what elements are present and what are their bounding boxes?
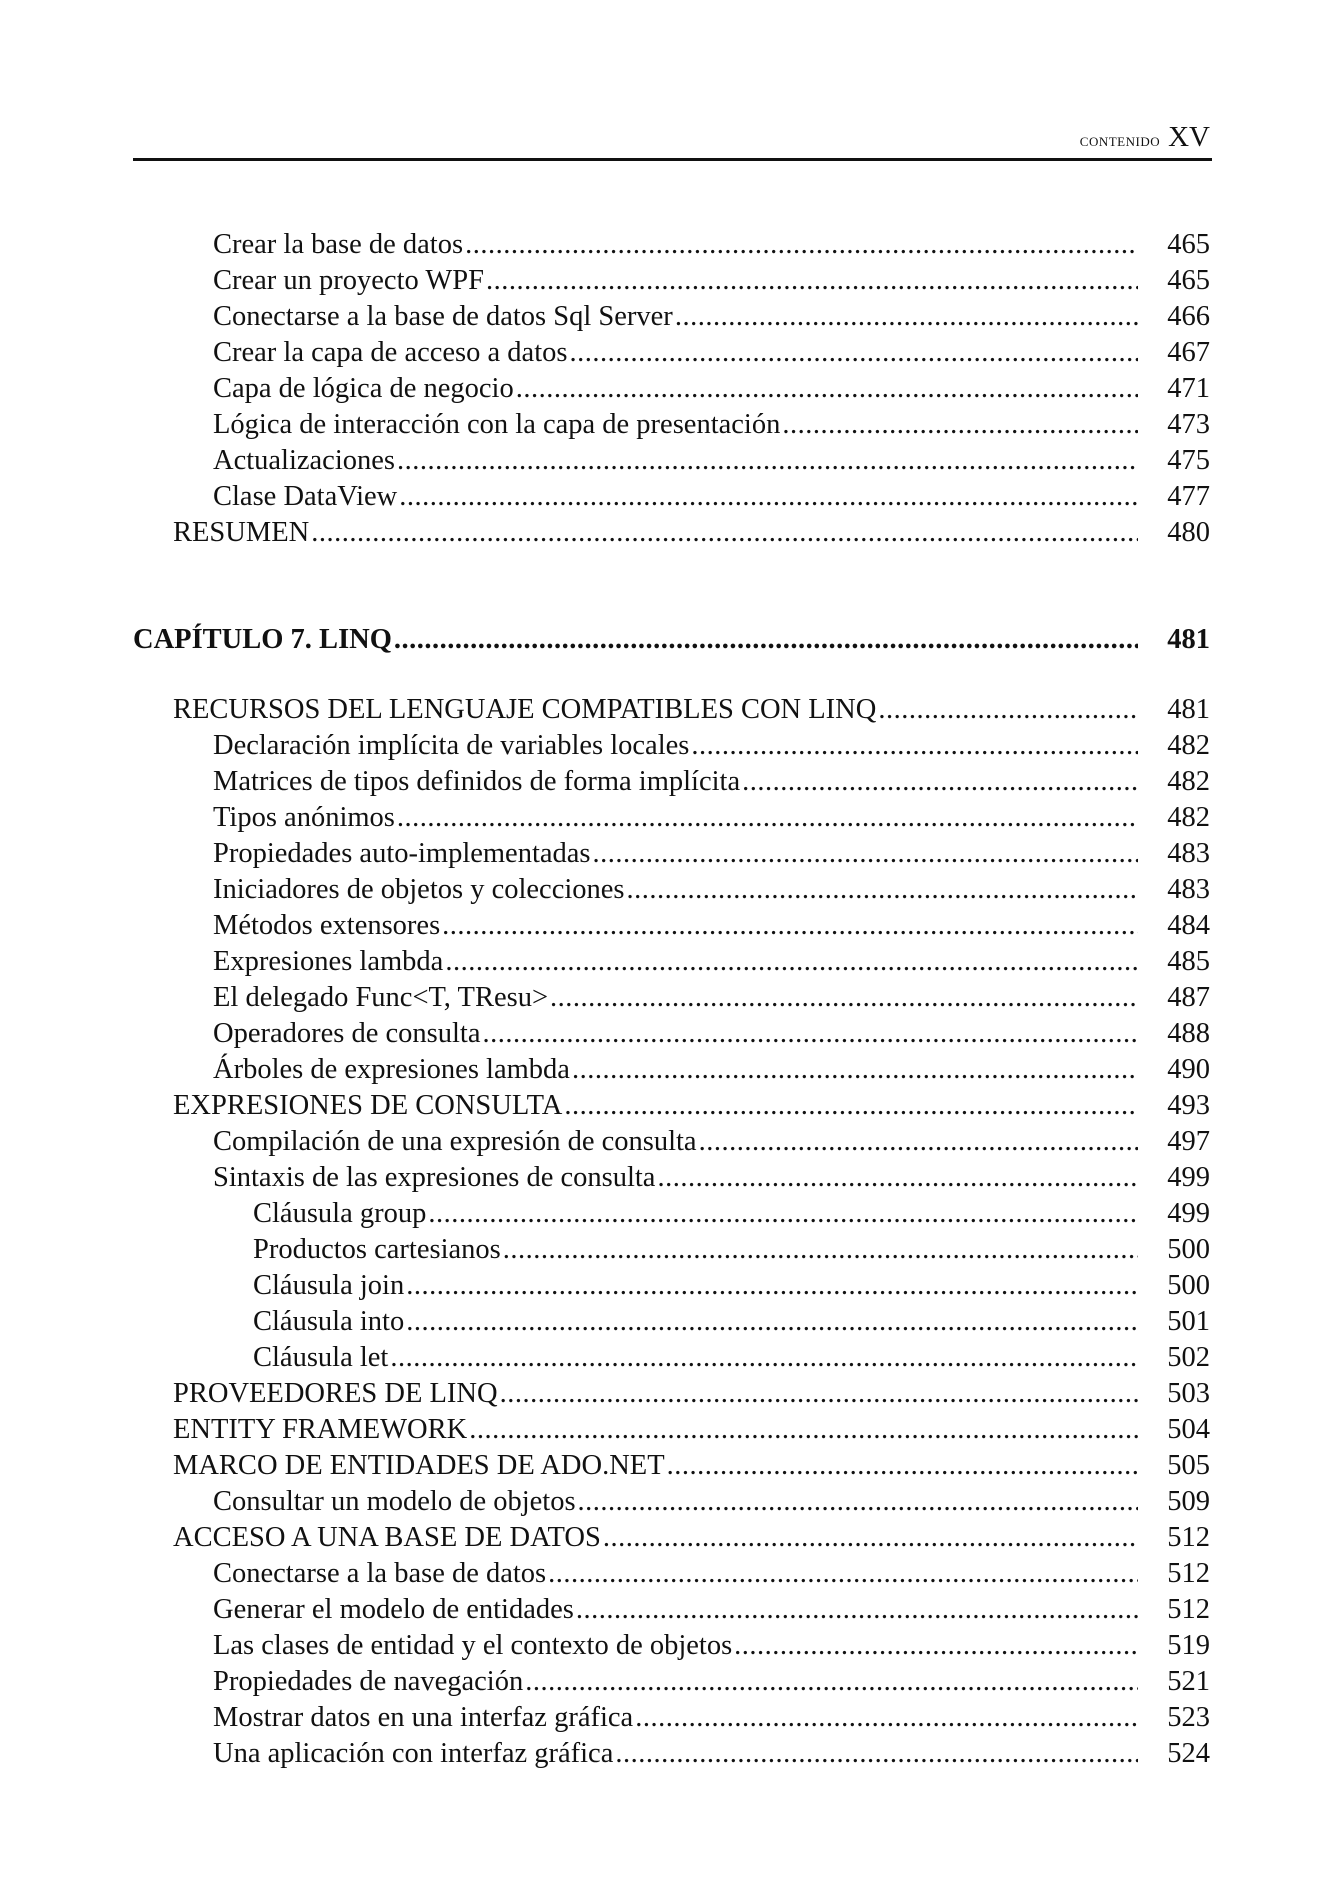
toc-entry-title: Lógica de interacción con la capa de presentación [213, 409, 781, 440]
dot-leader [516, 371, 1138, 407]
toc-entry-page: 475 [1167, 445, 1210, 476]
toc-entry [133, 1448, 1212, 1484]
toc-entry-title: Sintaxis de las expresiones de consulta [213, 1162, 656, 1193]
dot-leader [469, 1412, 1138, 1448]
dot-leader [548, 1556, 1138, 1592]
toc-entry-page: 503 [1167, 1378, 1210, 1409]
toc-entry-title: Matrices de tipos definidos de forma implícita [213, 766, 741, 797]
toc-entry-page: 488 [1167, 1018, 1210, 1049]
dot-leader [397, 443, 1138, 479]
toc-entry [133, 1304, 1212, 1340]
toc-entry-page: 504 [1167, 1414, 1210, 1445]
dot-leader [734, 1628, 1138, 1664]
toc-entry-title: Crear la capa de acceso a datos [213, 337, 568, 368]
toc-entry-page: 505 [1167, 1450, 1210, 1481]
toc-entry [133, 1340, 1212, 1376]
toc-entry [133, 764, 1212, 800]
dot-leader [397, 800, 1138, 836]
toc-entry-title: Propiedades de navegación [213, 1666, 524, 1697]
toc-entry-page: 500 [1167, 1270, 1210, 1301]
toc-entry-page: 490 [1167, 1054, 1210, 1085]
toc-entry-page: 471 [1167, 373, 1210, 404]
toc-entry [133, 1700, 1212, 1736]
toc-entry [133, 1412, 1212, 1448]
toc-entry-page: 509 [1167, 1486, 1210, 1517]
dot-leader [627, 872, 1138, 908]
toc-entry-page: 477 [1167, 481, 1210, 512]
dot-leader [445, 944, 1138, 980]
toc-entry-title: EXPRESIONES DE CONSULTA [173, 1090, 563, 1121]
toc-entry-title: Crear la base de datos [213, 229, 464, 260]
toc-entry [133, 1736, 1212, 1772]
dot-leader [465, 227, 1138, 263]
toc-entry-title: Cláusula let [253, 1342, 389, 1373]
toc-entry-title: RESUMEN [173, 517, 310, 548]
toc-entry [133, 692, 1212, 728]
toc-entry-page: 467 [1167, 337, 1210, 368]
toc-entry-page: 465 [1167, 265, 1210, 296]
dot-leader [603, 1520, 1138, 1556]
toc-entry-title: Compilación de una expresión de consulta [213, 1126, 697, 1157]
toc-entry-page: 484 [1167, 910, 1210, 941]
toc-entry-title: Las clases de entidad y el contexto de objetos [213, 1630, 733, 1661]
dot-leader [550, 980, 1138, 1016]
header-page-number: XV [1168, 121, 1210, 153]
toc-entry-page: 482 [1167, 730, 1210, 761]
toc-entry-page: 480 [1167, 517, 1210, 548]
dot-leader [878, 692, 1138, 728]
toc-entry-title: Métodos extensores [213, 910, 441, 941]
toc-entry [133, 728, 1212, 764]
dot-leader [311, 515, 1138, 551]
toc-entry [133, 479, 1212, 515]
toc-entry [133, 1520, 1212, 1556]
header-section-label: contenido [1079, 130, 1161, 151]
toc-entry [133, 335, 1212, 371]
toc-entry-page: 497 [1167, 1126, 1210, 1157]
dot-leader [593, 836, 1138, 872]
dot-leader [667, 1448, 1138, 1484]
toc-entry-page: 481 [1167, 694, 1210, 725]
toc-entry [133, 800, 1212, 836]
toc-entry-page: 524 [1167, 1738, 1210, 1769]
toc-entry-page: 485 [1167, 946, 1210, 977]
toc-entry [133, 872, 1212, 908]
dot-leader [569, 335, 1138, 371]
dot-leader [742, 764, 1138, 800]
toc-entry-title: Una aplicación con interfaz gráfica [213, 1738, 614, 1769]
toc-entry-title: Expresiones lambda [213, 946, 444, 977]
dot-leader [635, 1700, 1138, 1736]
dot-leader [578, 1484, 1138, 1520]
toc-entry-title: RECURSOS DEL LENGUAJE COMPATIBLES CON LINQ [173, 694, 877, 725]
toc-entry-page: 521 [1167, 1666, 1210, 1697]
toc-entry-page: 519 [1167, 1630, 1210, 1661]
toc-entry [133, 836, 1212, 872]
toc-entry-page: 465 [1167, 229, 1210, 260]
dot-leader [576, 1592, 1138, 1628]
header-text [1080, 121, 1210, 154]
toc-entry-title: Cláusula group [253, 1198, 427, 1229]
dot-leader [394, 622, 1138, 658]
toc-chapter-heading [133, 622, 1212, 658]
dot-leader [564, 1088, 1138, 1124]
toc-entry-title: Conectarse a la base de datos [213, 1558, 547, 1589]
toc-entry-page: 512 [1167, 1594, 1210, 1625]
dot-leader [428, 1196, 1138, 1232]
toc-entry [133, 1376, 1212, 1412]
dot-leader [406, 1304, 1138, 1340]
toc-entry-page: 499 [1167, 1162, 1210, 1193]
toc-entry [133, 299, 1212, 335]
toc-entry-page: 500 [1167, 1234, 1210, 1265]
toc-entry-page: 502 [1167, 1342, 1210, 1373]
toc-entry-page: 482 [1167, 802, 1210, 833]
toc-entry-title: ENTITY FRAMEWORK [173, 1414, 468, 1445]
toc-entry [133, 263, 1212, 299]
toc-entry-title: CAPÍTULO 7. LINQ [133, 624, 392, 655]
toc-entry-page: 501 [1167, 1306, 1210, 1337]
toc-entry-title: Árboles de expresiones lambda [213, 1054, 570, 1085]
toc-entry-title: Generar el modelo de entidades [213, 1594, 574, 1625]
toc-entry [133, 443, 1212, 479]
dot-leader [572, 1052, 1138, 1088]
dot-leader [657, 1160, 1138, 1196]
toc-entry [133, 1592, 1212, 1628]
dot-leader [406, 1268, 1138, 1304]
dot-leader [615, 1736, 1138, 1772]
toc-entry-page: 493 [1167, 1090, 1210, 1121]
toc-entry-title: Conectarse a la base de datos Sql Server [213, 301, 673, 332]
dot-leader [691, 728, 1138, 764]
toc-entry-title: Tipos anónimos [213, 802, 395, 833]
toc-entry-page: 523 [1167, 1702, 1210, 1733]
dot-leader [675, 299, 1138, 335]
toc-entry-title: MARCO DE ENTIDADES DE ADO.NET [173, 1450, 665, 1481]
toc-entry-title: Crear un proyecto WPF [213, 265, 484, 296]
toc-entry [133, 1160, 1212, 1196]
toc-entry-page: 512 [1167, 1558, 1210, 1589]
dot-leader [442, 908, 1138, 944]
toc-entry-title: Actualizaciones [213, 445, 395, 476]
toc-entry-title: ACCESO A UNA BASE DE DATOS [173, 1522, 601, 1553]
toc-entry-title: Cláusula into [253, 1306, 405, 1337]
toc-entry-title: Iniciadores de objetos y colecciones [213, 874, 625, 905]
toc-entry-page: 487 [1167, 982, 1210, 1013]
toc-entry [133, 1628, 1212, 1664]
dot-leader [390, 1340, 1138, 1376]
toc-entry-title: Declaración implícita de variables locales [213, 730, 690, 761]
dot-leader [503, 1232, 1138, 1268]
toc-entry-title: Cláusula join [253, 1270, 405, 1301]
toc-entry [133, 371, 1212, 407]
toc-entry [133, 407, 1212, 443]
toc-entry-title: Clase DataView [213, 481, 398, 512]
toc-entry [133, 980, 1212, 1016]
toc-entry [133, 1052, 1212, 1088]
toc-entry [133, 227, 1212, 263]
toc-entry [133, 944, 1212, 980]
toc-entry-page: 473 [1167, 409, 1210, 440]
running-header [133, 118, 1212, 161]
toc-entry-page: 466 [1167, 301, 1210, 332]
dot-leader [399, 479, 1138, 515]
toc-entry-title: Productos cartesianos [253, 1234, 501, 1265]
toc-entry-page: 512 [1167, 1522, 1210, 1553]
toc-entry-title: Capa de lógica de negocio [213, 373, 514, 404]
toc-entry [133, 1664, 1212, 1700]
toc-entry-title: El delegado Func<T, TResu> [213, 982, 549, 1013]
toc-entry [133, 1016, 1212, 1052]
toc-entry-title: Operadores de consulta [213, 1018, 481, 1049]
toc-entry [133, 1232, 1212, 1268]
dot-leader [525, 1664, 1138, 1700]
toc-entry-page: 482 [1167, 766, 1210, 797]
dot-leader [482, 1016, 1138, 1052]
toc-entry-page: 483 [1167, 874, 1210, 905]
toc-entry [133, 1124, 1212, 1160]
toc-entry-title: Propiedades auto-implementadas [213, 838, 591, 869]
toc-entry [133, 1196, 1212, 1232]
toc-entry [133, 515, 1212, 551]
dot-leader [699, 1124, 1138, 1160]
toc-entry [133, 1268, 1212, 1304]
toc-entry-title: PROVEEDORES DE LINQ [173, 1378, 498, 1409]
dot-leader [486, 263, 1138, 299]
toc-entry-page: 499 [1167, 1198, 1210, 1229]
dot-leader [500, 1376, 1138, 1412]
toc-entry-title: Consultar un modelo de objetos [213, 1486, 576, 1517]
toc-entry [133, 1556, 1212, 1592]
toc-entry-page: 481 [1167, 624, 1210, 655]
toc-entry-title: Mostrar datos en una interfaz gráfica [213, 1702, 634, 1733]
toc-entry-page: 483 [1167, 838, 1210, 869]
dot-leader [782, 407, 1138, 443]
toc-entry [133, 1088, 1212, 1124]
toc-entry [133, 1484, 1212, 1520]
toc-entry [133, 908, 1212, 944]
